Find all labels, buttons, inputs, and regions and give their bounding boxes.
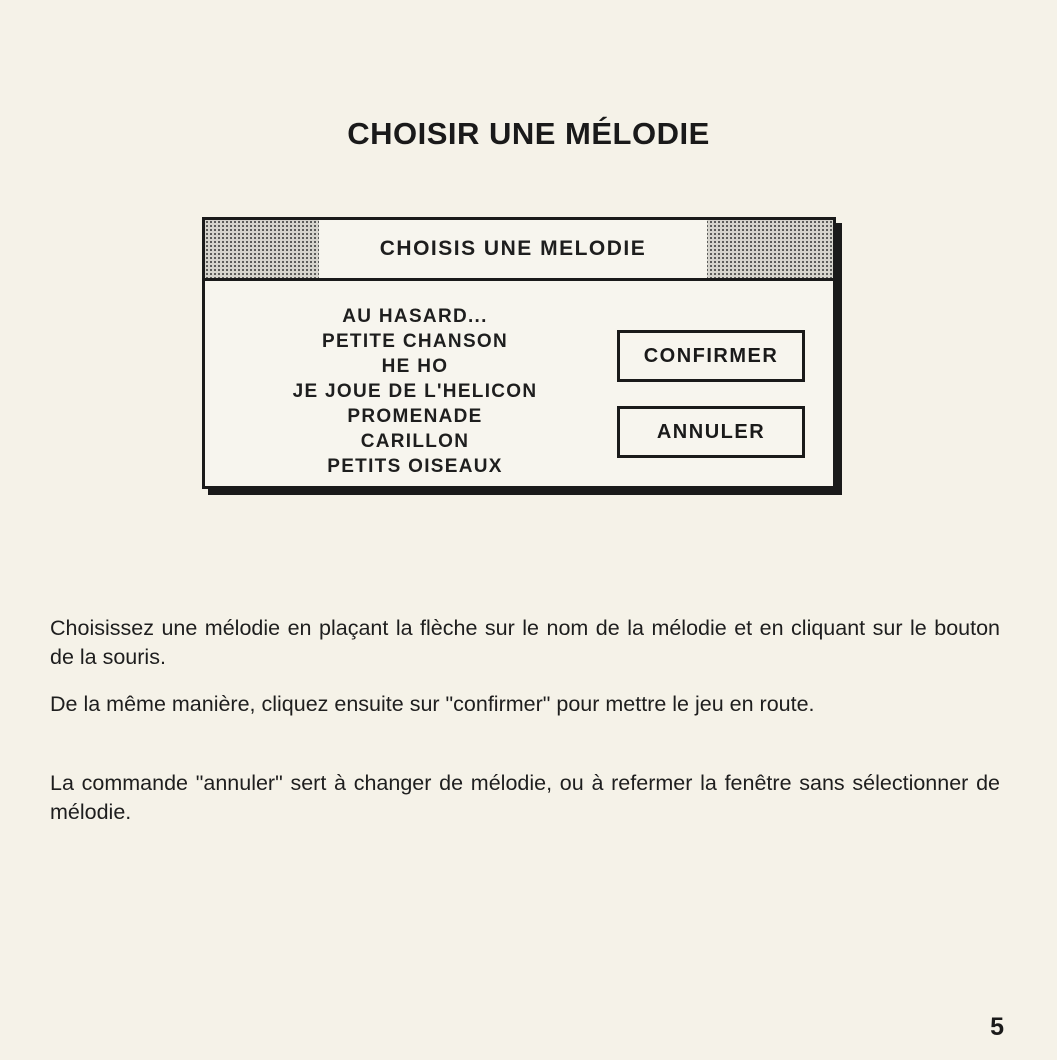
cancel-button[interactable]: ANNULER [617, 406, 805, 458]
melody-item-promenade[interactable]: PROMENADE [347, 406, 483, 427]
instruction-paragraph-cancel: La commande "annuler" sert à changer de mélodie, ou à refermer la fenêtre sans sélectionner de mélodie. [50, 771, 1000, 824]
melody-list [245, 304, 585, 479]
confirm-button[interactable]: CONFIRMER [617, 330, 805, 382]
melody-item-au-hasard[interactable]: AU HASARD... [342, 306, 488, 327]
page-title: CHOISIR UNE MÉLODIE [347, 116, 710, 151]
instruction-paragraph-choose: Choisissez une mélodie en plaçant la flèche sur le nom de la mélodie et en cliquant sur le bouton de la souris. [50, 616, 1000, 669]
melody-item-he-ho[interactable]: HE HO [381, 356, 449, 377]
choose-melody-dialog [202, 217, 836, 489]
melody-item-petits-oiseaux[interactable]: PETITS OISEAUX [327, 456, 503, 477]
dialog-titlebar [205, 220, 833, 281]
dialog-title: CHOISIS UNE MELODIE [319, 220, 707, 278]
melody-item-je-joue-de-l-helicon[interactable]: JE JOUE DE L'HELICON [292, 381, 538, 402]
melody-item-carillon[interactable]: CARILLON [360, 431, 470, 452]
instruction-paragraph-confirm: De la même manière, cliquez ensuite sur "confirmer" pour mettre le jeu en route. [50, 692, 815, 716]
page-number: 5 [990, 1013, 1004, 1041]
melody-item-petite-chanson[interactable]: PETITE CHANSON [321, 331, 509, 352]
